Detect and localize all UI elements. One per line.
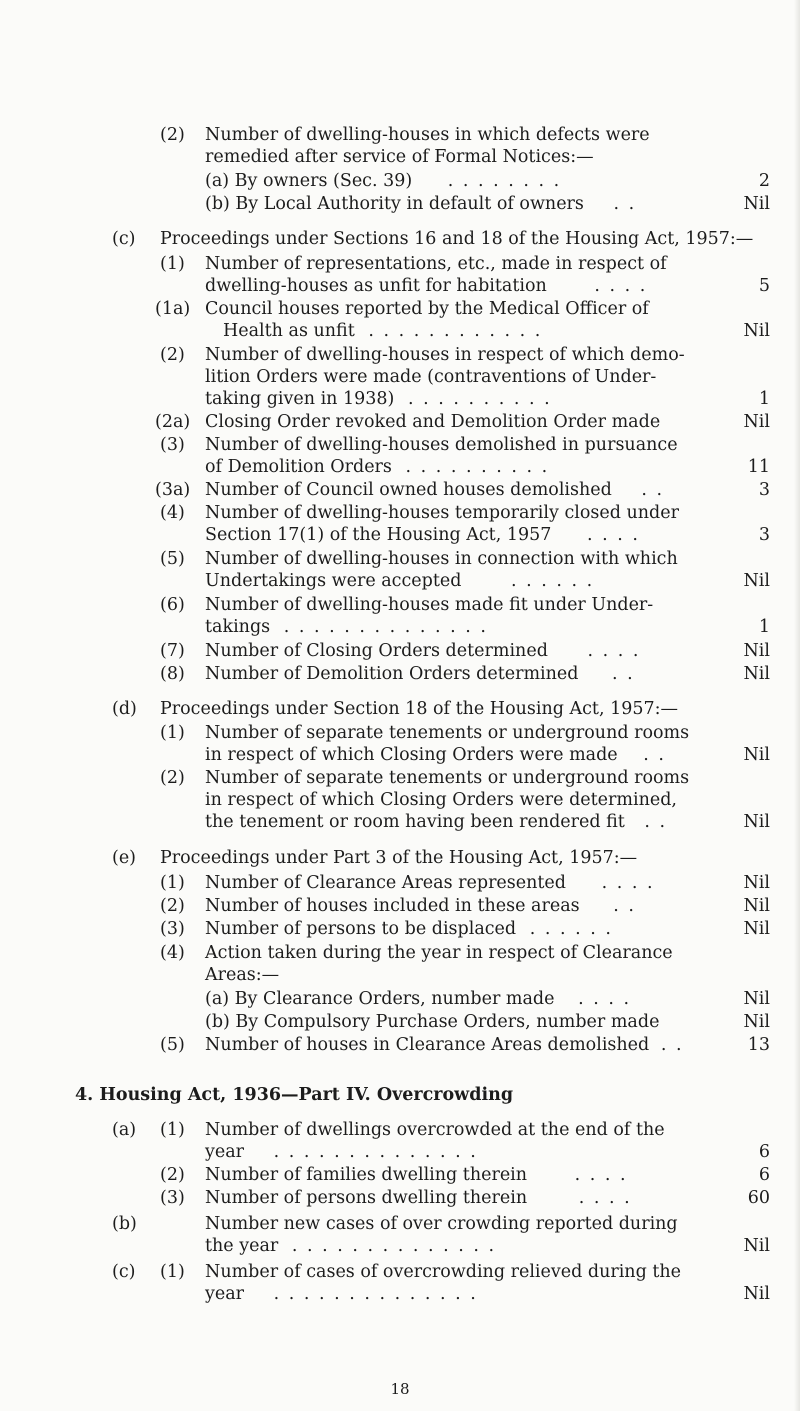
item-number: (6) [160,595,185,615]
item-value: Nil [743,571,770,591]
item-text: Number of Demolition Orders determined . . [205,664,635,684]
item-value: 60 [747,1188,770,1208]
item-text: takings . . . . . . . . . . . . . . [205,617,488,637]
item-number: (5) [160,549,185,569]
item-text: Areas:— [205,965,280,985]
item-text: in respect of which Closing Orders were determined, [205,790,677,810]
item-number: (3) [160,1188,185,1208]
item-value: 3 [758,525,770,545]
item-text: Number of dwelling-houses demolished in pursuance [205,435,678,455]
section-heading: 4. Housing Act, 1936—Part IV. Overcrowding [75,1085,514,1105]
item-value: 6 [758,1165,770,1185]
item-number: (2) [160,896,185,916]
item-text: Number new cases of over crowding reported during [205,1214,678,1234]
item-number: (3) [160,435,185,455]
item-number: (1) [160,723,185,743]
item-text: the year . . . . . . . . . . . . . . [205,1236,497,1256]
item-text: Number of Clearance Areas represented . . . . [205,873,655,893]
item-number: (3a) [155,480,191,500]
item-number: (7) [160,641,185,661]
item-value: Nil [743,812,770,832]
item-text: Number of dwelling-houses in which defects were [205,125,650,145]
item-value: Nil [743,321,770,341]
item-value: Nil [743,989,770,1009]
item-text: Number of dwelling-houses in connection with which [205,549,678,569]
item-value: 2 [758,171,770,191]
item-text: Number of houses in Clearance Areas demolished . . [205,1035,684,1055]
section-letter: (a) [112,1120,137,1140]
section-heading: Proceedings under Sections 16 and 18 of the Housing Act, 1957:— [160,229,754,249]
item-number: (2) [160,345,185,365]
item-value: Nil [743,194,770,214]
item-text: Number of Closing Orders determined . . . . [205,641,641,661]
section-letter: (c) [112,229,136,249]
item-number: (2) [160,768,185,788]
page-edge-shadow [794,0,800,1411]
item-text: Number of persons to be displaced . . . . . . [205,919,613,939]
item-number: (4) [160,943,185,963]
section-letter: (d) [112,699,137,719]
item-value: 3 [758,480,770,500]
item-text: Number of families dwelling therein . . . . [205,1165,628,1185]
item-number: (1) [160,1262,185,1282]
item-number: (4) [160,503,185,523]
item-number: (1) [160,254,185,274]
item-text: (a) By owners (Sec. 39) . . . . . . . . [205,171,562,191]
item-number: (2) [160,125,185,145]
item-text: (a) By Clearance Orders, number made . . . . [205,989,632,1009]
item-number: (1) [160,1120,185,1140]
section-letter: (e) [112,848,137,868]
item-text: Number of persons dwelling therein . . . . [205,1188,632,1208]
section-letter: (c) [112,1262,136,1282]
item-text: year . . . . . . . . . . . . . . [205,1142,478,1162]
item-number: (1) [160,873,185,893]
item-value: Nil [743,873,770,893]
section-heading: Proceedings under Part 3 of the Housing Act, 1957:— [160,848,638,868]
item-value: Nil [743,896,770,916]
item-number: (8) [160,664,185,684]
item-text: Number of houses included in these areas . . [205,896,636,916]
item-value: Nil [743,1284,770,1304]
item-number: (2a) [155,412,191,432]
item-text: taking given in 1938) . . . . . . . . . . [205,389,552,409]
item-text: lition Orders were made (contraventions of Under- [205,367,657,387]
item-text: Action taken during the year in respect of Clearance [205,943,673,963]
section-heading: Proceedings under Section 18 of the Housing Act, 1957:— [160,699,679,719]
item-value: 13 [747,1035,770,1055]
item-text: (b) By Local Authority in default of owners . . [205,194,637,214]
item-text: remedied after service of Formal Notices:— [205,147,594,167]
item-text: Number of separate tenements or underground rooms [205,723,690,743]
item-text: Number of dwelling-houses made fit under Under- [205,595,654,615]
item-text: dwelling-houses as unfit for habitation . . . . [205,276,648,296]
item-text: Number of Council owned houses demolished . . [205,480,665,500]
item-value: Nil [743,919,770,939]
item-number: (3) [160,919,185,939]
item-number: (5) [160,1035,185,1055]
item-text: year . . . . . . . . . . . . . . [205,1284,478,1304]
item-value: Nil [743,641,770,661]
item-text: Number of dwellings overcrowded at the end of the [205,1120,665,1140]
item-value: Nil [743,412,770,432]
item-value: Nil [743,664,770,684]
item-value: 1 [758,617,770,637]
item-value: 6 [758,1142,770,1162]
item-value: 5 [758,276,770,296]
item-value: 11 [747,457,770,477]
item-text: Health as unfit . . . . . . . . . . . . [223,321,543,341]
item-text: Number of dwelling-houses temporarily closed under [205,503,679,523]
section-letter: (b) [112,1214,137,1234]
item-number: (1a) [155,299,191,319]
item-text: Number of separate tenements or underground rooms [205,768,690,788]
item-value: Nil [743,1012,770,1032]
item-text: (b) By Compulsory Purchase Orders, number made [205,1012,660,1032]
item-text: the tenement or room having been rendered fit . . [205,812,668,832]
item-text: Number of representations, etc., made in respect of [205,254,667,274]
item-text: Council houses reported by the Medical Officer of [205,299,649,319]
item-value: Nil [743,1236,770,1256]
item-text: Number of cases of overcrowding relieved during the [205,1262,682,1282]
item-text: of Demolition Orders . . . . . . . . . . [205,457,550,477]
item-text: Closing Order revoked and Demolition Order made [205,412,661,432]
item-value: 1 [758,389,770,409]
item-number: (2) [160,1165,185,1185]
item-text: Undertakings were accepted . . . . . . [205,571,595,591]
item-value: Nil [743,745,770,765]
page-number: 18 [390,1380,410,1398]
item-text: Number of dwelling-houses in respect of which demo- [205,345,685,365]
item-text: in respect of which Closing Orders were made . . [205,745,666,765]
item-text: Section 17(1) of the Housing Act, 1957 . . . . [205,525,640,545]
